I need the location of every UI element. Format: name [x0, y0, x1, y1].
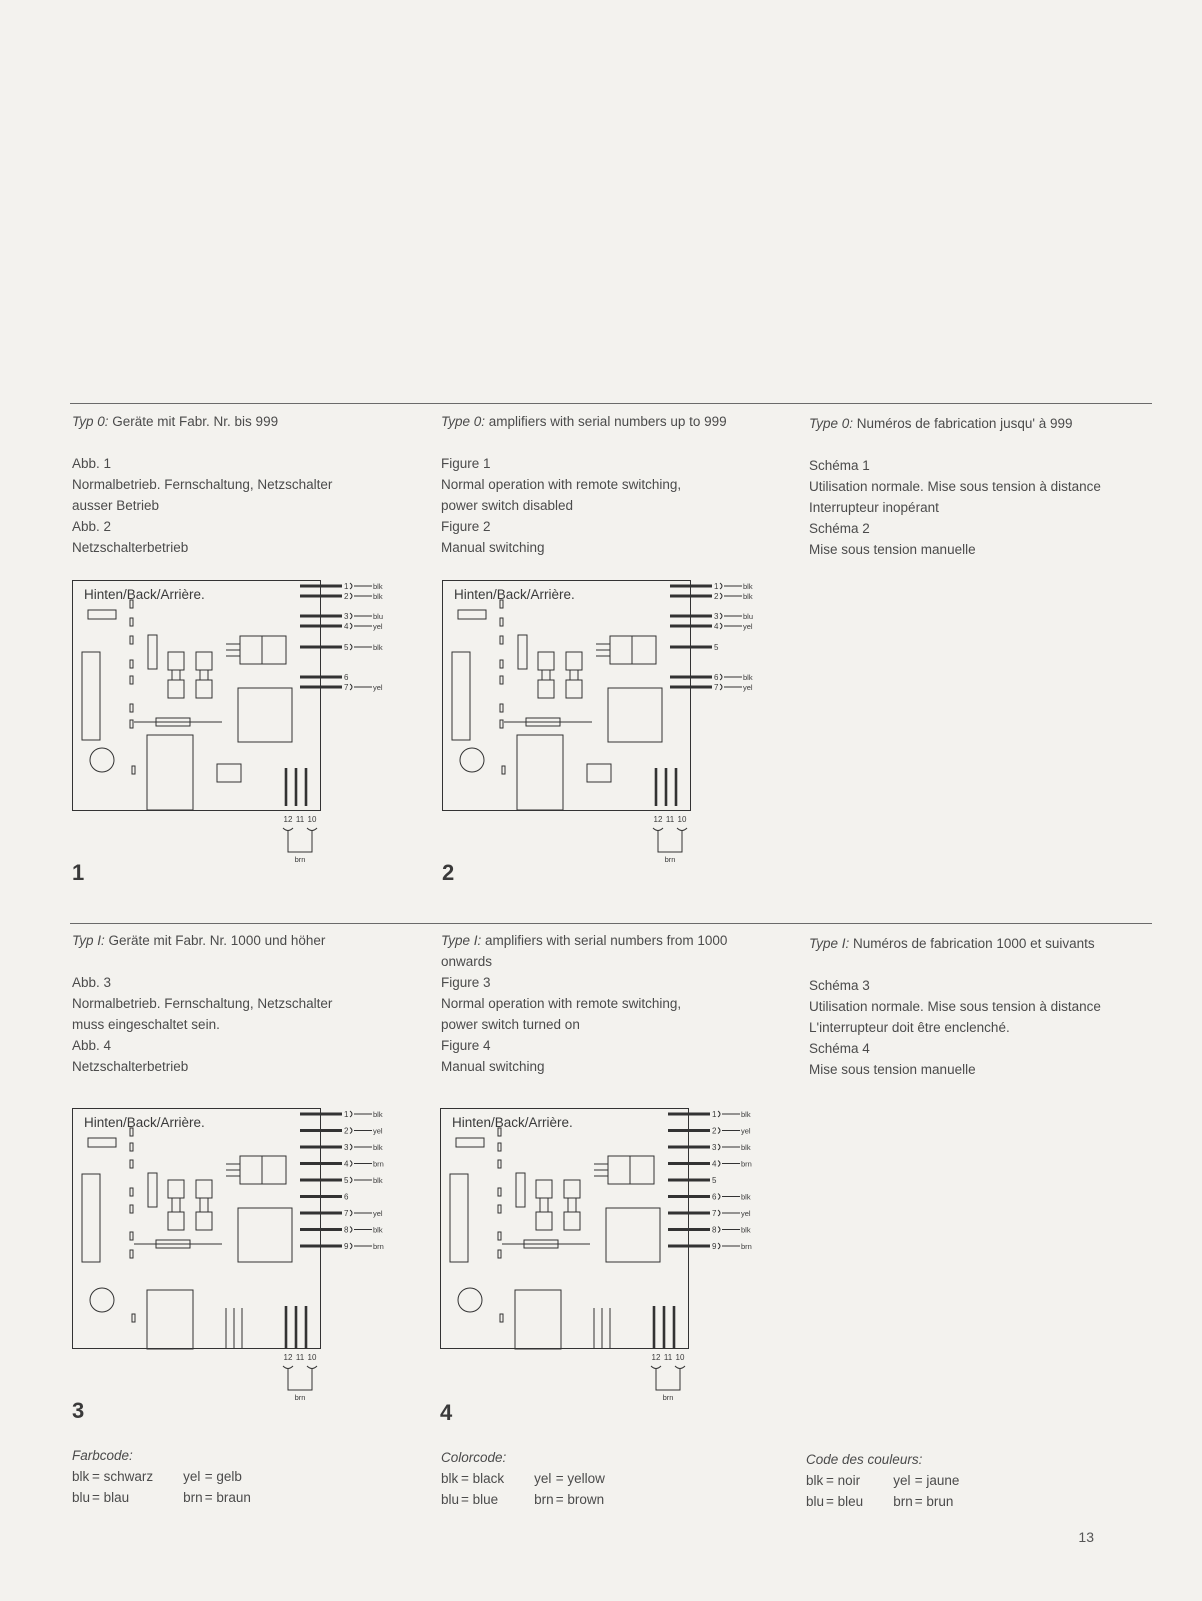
connector-number: 5 — [344, 643, 349, 652]
figure-description: Netzschalterbetrieb — [72, 1059, 189, 1074]
component-pin — [498, 1232, 501, 1240]
plug-symbol — [350, 1128, 352, 1134]
text-column-de-type1 — [72, 930, 422, 1077]
component-block — [515, 1290, 561, 1349]
component-pin — [500, 660, 503, 668]
plug-symbol — [350, 623, 352, 629]
component-pin — [130, 1160, 133, 1168]
fuse-holder — [196, 652, 212, 670]
legend-title: Code des couleurs: — [806, 1452, 923, 1467]
fuse-holder — [168, 680, 184, 698]
wire-color-label: blk — [741, 1225, 751, 1235]
plug-symbol — [350, 684, 352, 690]
bottom-pin-number: 12 — [651, 1353, 661, 1362]
text-column-en-type1 — [441, 930, 751, 1077]
figure-description: Mise sous tension manuelle — [809, 1062, 976, 1077]
plug-symbol — [350, 1144, 352, 1150]
connector-number: 1 — [714, 582, 719, 591]
relay — [240, 1156, 286, 1184]
transformer — [238, 688, 292, 742]
component-pin — [500, 720, 503, 728]
plug-symbol — [718, 1111, 720, 1117]
wire-color-label: blk — [373, 643, 383, 652]
plug-symbol — [350, 1161, 352, 1167]
figure-caption: Abb. 3 — [72, 975, 112, 990]
board-svg — [442, 580, 792, 880]
fuse-holder — [536, 1180, 552, 1198]
component-block — [517, 735, 563, 810]
plug-symbol — [350, 613, 352, 619]
wire-color-label: yel — [743, 683, 753, 692]
board-svg — [72, 580, 422, 880]
text-column-de-type0 — [72, 411, 422, 558]
bottom-plug — [653, 828, 663, 831]
bottom-plug — [651, 1366, 661, 1369]
component-pin — [130, 1188, 133, 1196]
bottom-pin-number: 11 — [295, 1353, 305, 1362]
column-heading: Typ 0: Geräte mit Fabr. Nr. bis 999 — [72, 414, 279, 429]
bottom-pin-number: 10 — [307, 1353, 317, 1362]
transformer — [238, 1208, 292, 1262]
fuse-holder — [168, 1180, 184, 1198]
bottom-wire-label: brn — [664, 855, 676, 864]
column-heading: Type 0: amplifiers with serial numbers up to 999 — [441, 414, 727, 429]
fuse-holder — [564, 1212, 580, 1230]
figure-description: ausser Betrieb — [72, 498, 160, 513]
bottom-plug — [283, 1366, 293, 1369]
component-pin — [130, 1250, 133, 1258]
wire-color-label: blu — [373, 612, 384, 621]
wire-color-label: blk — [743, 592, 753, 601]
relay — [240, 636, 286, 664]
wire-color-label: blk — [741, 1110, 751, 1119]
bottom-pin-number: 10 — [677, 815, 687, 824]
plug-symbol — [718, 1144, 720, 1150]
wire-color-label: blk — [373, 592, 383, 601]
column-heading: Type I: amplifiers with serial numbers from 1000 onwards — [441, 933, 728, 969]
circuit-board-diagram-4 — [440, 1108, 790, 1408]
connector-number: 5 — [712, 1176, 717, 1185]
capacitor-circle — [90, 748, 114, 772]
connector-number: 4 — [344, 1159, 349, 1169]
component-rect — [148, 1173, 157, 1207]
color-code-legend-fr — [806, 1449, 961, 1512]
plug-symbol — [718, 1194, 720, 1200]
bottom-wire-label: brn — [662, 1393, 674, 1402]
connector-number: 1 — [344, 1110, 349, 1119]
figure-description: Normalbetrieb. Fernschaltung, Netzschalter — [72, 477, 333, 492]
wire-color-label: yel — [741, 1126, 751, 1136]
plug-symbol — [350, 1243, 352, 1249]
figure-number: 1 — [72, 860, 85, 885]
relay — [610, 636, 656, 664]
figure-description: Netzschalterbetrieb — [72, 540, 189, 555]
figure-caption: Schéma 2 — [809, 521, 870, 536]
brn-bridge-wire — [288, 1369, 312, 1390]
component-rect — [458, 610, 486, 619]
component-block — [147, 1290, 193, 1349]
connector-number: 7 — [344, 1209, 349, 1218]
transformer — [606, 1208, 660, 1262]
figure-caption: Figure 3 — [441, 975, 491, 990]
wire-color-label: brn — [741, 1242, 752, 1251]
plug-symbol — [718, 1128, 720, 1134]
component-pin — [498, 1160, 501, 1168]
board-svg — [440, 1108, 790, 1408]
connector-number: 5 — [714, 643, 719, 652]
capacitor-circle — [460, 748, 484, 772]
bottom-pin-number: 10 — [675, 1353, 685, 1362]
fuse-holder — [538, 680, 554, 698]
figure-description: Mise sous tension manuelle — [809, 542, 976, 557]
plug-symbol — [720, 684, 722, 690]
component-rect — [516, 1173, 525, 1207]
component-pin — [130, 1232, 133, 1240]
fuse-holder — [566, 652, 582, 670]
connector-number: 7 — [712, 1209, 717, 1218]
component-pin — [500, 636, 503, 644]
column-heading: Typ I: Geräte mit Fabr. Nr. 1000 und höher — [72, 933, 326, 948]
board-svg — [72, 1108, 422, 1408]
component-rect — [82, 652, 100, 740]
component-square — [587, 764, 611, 782]
component-pin — [130, 704, 133, 712]
brn-bridge-wire — [288, 831, 312, 852]
plug-symbol — [720, 623, 722, 629]
bottom-wire-label: brn — [294, 1393, 306, 1402]
plug-symbol — [350, 1111, 352, 1117]
fuse-holder — [168, 1212, 184, 1230]
bottom-plug — [283, 828, 293, 831]
wire-color-label: blk — [373, 582, 383, 591]
figure-description: Normalbetrieb. Fernschaltung, Netzschalter — [72, 996, 333, 1011]
connector-number: 8 — [712, 1225, 717, 1235]
plug-symbol — [718, 1243, 720, 1249]
wire-color-label: blk — [373, 1143, 383, 1152]
wire-color-label: blk — [743, 582, 753, 591]
transformer — [608, 688, 662, 742]
figure-caption: Schéma 4 — [809, 1041, 870, 1056]
component-pin — [130, 660, 133, 668]
component-pin — [500, 1314, 503, 1322]
component-rect — [452, 652, 470, 740]
connector-number: 5 — [344, 1176, 349, 1185]
connector-number: 3 — [344, 1143, 349, 1152]
bottom-pin-number: 11 — [295, 815, 305, 824]
figure-caption: Abb. 1 — [72, 456, 112, 471]
connector-number: 8 — [344, 1225, 349, 1235]
connector-number: 4 — [712, 1159, 717, 1169]
figure-number: 4 — [440, 1400, 453, 1425]
column-heading: Type I: Numéros de fabrication 1000 et suivants — [809, 936, 1095, 951]
plug-symbol — [350, 644, 352, 650]
figure-description: power switch disabled — [441, 498, 574, 513]
bottom-pin-number: 12 — [283, 1353, 293, 1362]
fuse-holder — [196, 680, 212, 698]
component-rect — [88, 1138, 116, 1147]
circuit-board-diagram-3 — [72, 1108, 422, 1408]
bottom-pin-number: 12 — [653, 815, 663, 824]
plug-symbol — [350, 1210, 352, 1216]
connector-number: 7 — [714, 683, 719, 692]
plug-symbol — [720, 613, 722, 619]
plug-symbol — [718, 1161, 720, 1167]
plug-symbol — [350, 1177, 352, 1183]
connector-number: 4 — [714, 622, 719, 631]
wire-color-label: yel — [743, 622, 753, 631]
connector-number: 1 — [712, 1110, 717, 1119]
fuse-holder — [168, 652, 184, 670]
figure-number: 2 — [442, 860, 455, 885]
board-label: Hinten/Back/Arrière. — [84, 1115, 205, 1130]
figure-description: muss eingeschaltet sein. — [72, 1017, 220, 1032]
component-rect — [88, 610, 116, 619]
wire-color-label: brn — [373, 1159, 384, 1169]
board-label: Hinten/Back/Arrière. — [84, 587, 205, 602]
figure-description: Interrupteur inopérant — [809, 500, 939, 515]
circuit-board-diagram-1 — [72, 580, 422, 880]
text-column-fr-type0 — [809, 413, 1169, 560]
column-heading: Type 0: Numéros de fabrication jusqu' à 999 — [809, 416, 1073, 431]
connector-number: 9 — [344, 1242, 349, 1251]
bottom-pin-number: 11 — [665, 815, 675, 824]
section-rule-type-0 — [70, 403, 1152, 404]
figure-caption: Abb. 2 — [72, 519, 112, 534]
plug-symbol — [720, 593, 722, 599]
capacitor-circle — [90, 1288, 114, 1312]
component-rect — [82, 1174, 100, 1262]
component-pin — [130, 636, 133, 644]
circuit-board-diagram-2 — [442, 580, 792, 880]
component-pin — [130, 676, 133, 684]
wire-color-label: yel — [373, 1126, 383, 1136]
component-pin — [502, 766, 505, 774]
connector-number: 2 — [344, 592, 349, 601]
wire-color-label: brn — [373, 1242, 384, 1251]
figure-description: L'interrupteur doit être enclenché. — [809, 1020, 1010, 1035]
connector-number: 9 — [712, 1242, 717, 1251]
board-label: Hinten/Back/Arrière. — [452, 1115, 573, 1130]
component-pin — [130, 1205, 133, 1213]
wire-color-label: blk — [373, 1110, 383, 1119]
relay — [608, 1156, 654, 1184]
bottom-plug — [307, 1366, 317, 1369]
figure-description: Manual switching — [441, 1059, 545, 1074]
connector-number: 6 — [714, 673, 719, 682]
plug-symbol — [720, 674, 722, 680]
component-block — [147, 735, 193, 810]
fuse-holder — [538, 652, 554, 670]
connector-number: 6 — [344, 673, 349, 682]
wire-color-label: brn — [741, 1159, 752, 1169]
wire-color-label: blu — [743, 612, 754, 621]
component-pin — [498, 1143, 501, 1151]
component-rect — [518, 635, 527, 669]
figure-description: Normal operation with remote switching, — [441, 477, 682, 492]
connector-number: 7 — [344, 683, 349, 692]
plug-symbol — [350, 583, 352, 589]
wire-color-label: yel — [373, 622, 383, 631]
figure-caption: Figure 4 — [441, 1038, 491, 1053]
color-code-legend-en — [441, 1447, 607, 1510]
connector-number: 3 — [714, 612, 719, 621]
bottom-pin-number: 11 — [663, 1353, 673, 1362]
figure-caption: Abb. 4 — [72, 1038, 112, 1053]
wire-color-label: yel — [741, 1209, 751, 1218]
legend-title: Farbcode: — [72, 1448, 133, 1463]
fuse-holder — [196, 1180, 212, 1198]
text-column-fr-type1 — [809, 933, 1169, 1080]
component-pin — [132, 766, 135, 774]
component-pin — [498, 1250, 501, 1258]
component-pin — [130, 1143, 133, 1151]
connector-number: 2 — [712, 1126, 717, 1136]
figure-caption: Figure 2 — [441, 519, 491, 534]
figure-number: 3 — [72, 1398, 85, 1423]
fuse-holder — [196, 1212, 212, 1230]
text-column-en-type0 — [441, 411, 791, 558]
figure-description: Manual switching — [441, 540, 545, 555]
connector-number: 3 — [344, 612, 349, 621]
figure-caption: Figure 1 — [441, 456, 491, 471]
connector-number: 3 — [712, 1143, 717, 1152]
component-pin — [132, 1314, 135, 1322]
wire-color-label: blk — [373, 1176, 383, 1185]
connector-number: 2 — [344, 1126, 349, 1136]
component-rect — [148, 635, 157, 669]
figure-description: power switch turned on — [441, 1017, 580, 1032]
legend-table: blk = schwarz yel = gelb blu = blau brn = braun — [72, 1469, 251, 1505]
fuse-holder — [566, 680, 582, 698]
bottom-pin-number: 12 — [283, 815, 293, 824]
component-rect — [456, 1138, 484, 1147]
wire-color-label: yel — [373, 683, 383, 692]
component-pin — [498, 1188, 501, 1196]
component-pin — [130, 618, 133, 626]
connector-number: 2 — [714, 592, 719, 601]
plug-symbol — [718, 1210, 720, 1216]
legend-table: blk = black yel = yellow blu = blue brn = brown — [441, 1471, 605, 1507]
connector-number: 6 — [712, 1192, 717, 1202]
wire-color-label: blk — [743, 673, 753, 682]
capacitor-circle — [458, 1288, 482, 1312]
plug-symbol — [350, 593, 352, 599]
component-square — [217, 764, 241, 782]
component-pin — [130, 720, 133, 728]
bottom-plug — [307, 828, 317, 831]
wire-color-label: blk — [741, 1143, 751, 1152]
fuse-holder — [536, 1212, 552, 1230]
connector-number: 1 — [344, 582, 349, 591]
figure-description: Utilisation normale. Mise sous tension à distance — [809, 999, 1101, 1014]
connector-number: 6 — [344, 1192, 349, 1202]
plug-symbol — [720, 583, 722, 589]
board-label: Hinten/Back/Arrière. — [454, 587, 575, 602]
bottom-plug — [675, 1366, 685, 1369]
bottom-plug — [677, 828, 687, 831]
bottom-pin-number: 10 — [307, 815, 317, 824]
brn-bridge-wire — [658, 831, 682, 852]
figure-caption: Schéma 1 — [809, 458, 870, 473]
component-pin — [498, 1205, 501, 1213]
figure-description: Utilisation normale. Mise sous tension à distance — [809, 479, 1101, 494]
fuse-holder — [564, 1180, 580, 1198]
plug-symbol — [350, 1227, 352, 1233]
wire-color-label: blk — [741, 1192, 751, 1202]
plug-symbol — [718, 1227, 720, 1233]
component-rect — [450, 1174, 468, 1262]
component-pin — [500, 618, 503, 626]
section-rule-type-1 — [70, 923, 1152, 924]
connector-number: 4 — [344, 622, 349, 631]
bottom-wire-label: brn — [294, 855, 306, 864]
figure-description: Normal operation with remote switching, — [441, 996, 682, 1011]
wire-color-label: yel — [373, 1209, 383, 1218]
component-pin — [500, 676, 503, 684]
wire-color-label: blk — [373, 1225, 383, 1235]
legend-table: blk = noir yel = jaune blu = bleu brn = brun — [806, 1473, 960, 1509]
page-number: 13 — [1078, 1529, 1094, 1545]
color-code-legend-de — [72, 1445, 253, 1508]
figure-caption: Schéma 3 — [809, 978, 870, 993]
component-pin — [500, 704, 503, 712]
legend-title: Colorcode: — [441, 1450, 507, 1465]
brn-bridge-wire — [656, 1369, 680, 1390]
